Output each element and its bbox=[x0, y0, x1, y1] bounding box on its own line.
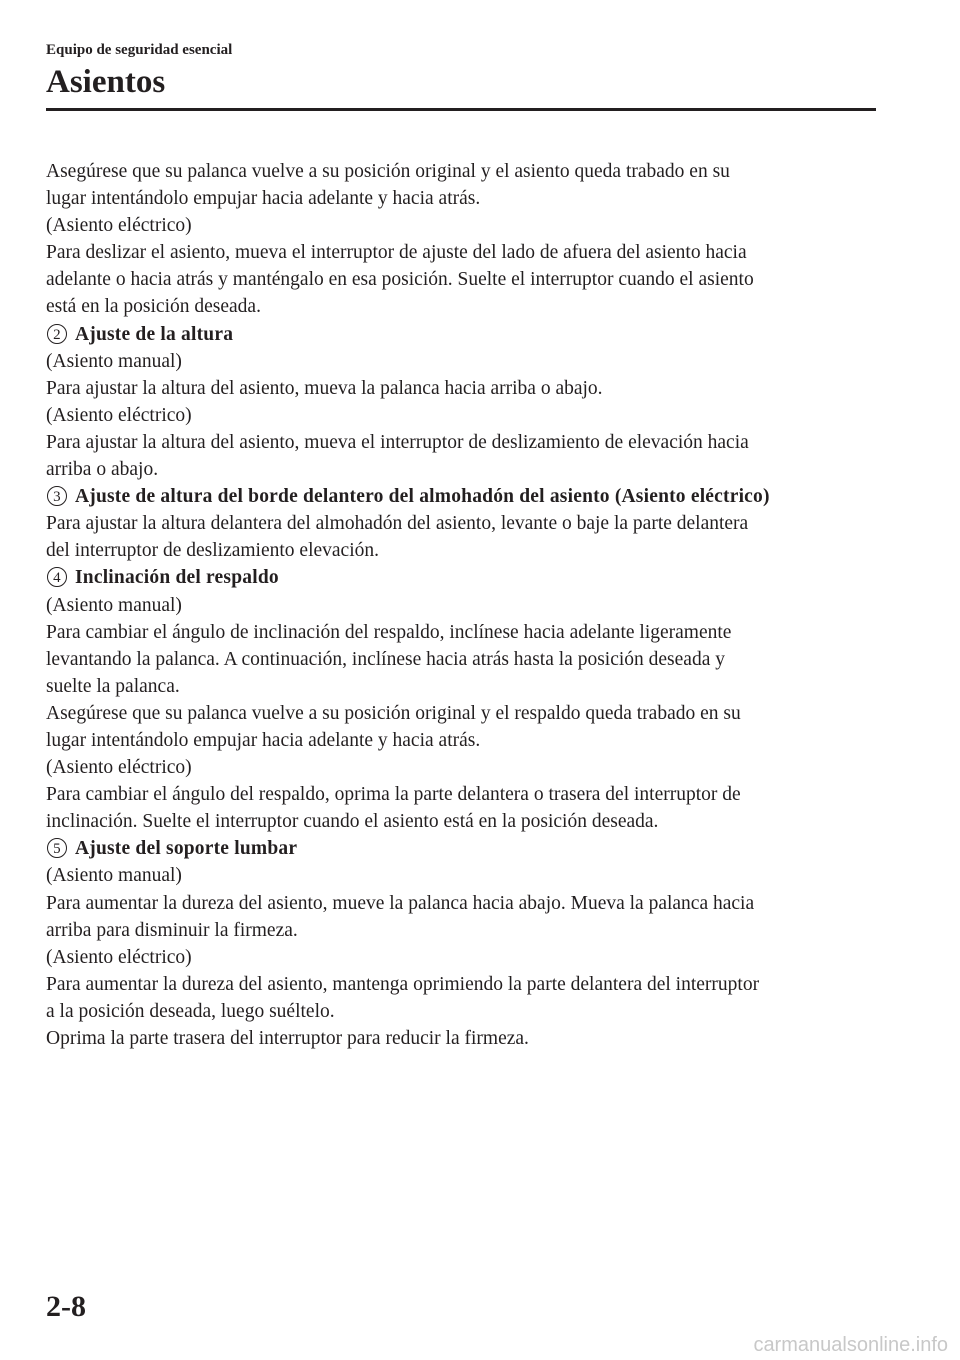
page-header bbox=[46, 40, 876, 102]
intro-block bbox=[46, 158, 876, 321]
heading-text: Ajuste del soporte lumbar bbox=[75, 838, 298, 860]
section-recline bbox=[46, 564, 876, 835]
section-heading bbox=[46, 564, 876, 591]
text-line: (Asiento eléctrico) bbox=[46, 757, 192, 779]
text-line: a la posición deseada, luego suéltelo. bbox=[46, 1000, 335, 1022]
circled-number-icon: 2 bbox=[47, 324, 67, 344]
text-line: (Asiento manual) bbox=[46, 594, 182, 616]
circled-number-icon: 3 bbox=[47, 486, 67, 506]
text-line: inclinación. Suelte el interruptor cuando el asiento está en la posición deseada. bbox=[46, 811, 659, 833]
text-line: (Asiento eléctrico) bbox=[46, 404, 192, 426]
text-line: Para cambiar el ángulo del respaldo, oprima la parte delantera o trasera del interruptor de bbox=[46, 784, 741, 806]
text-line: Para deslizar el asiento, mueva el interruptor de ajuste del lado de afuera del asiento hacia bbox=[46, 242, 747, 264]
section-cushion-height bbox=[46, 483, 876, 564]
section-heading bbox=[46, 483, 876, 510]
text-line: lugar intentándolo empujar hacia adelante y hacia atrás. bbox=[46, 729, 481, 751]
heading-text: Ajuste de altura del borde delantero del almohadón del asiento (Asiento eléctrico) bbox=[75, 486, 770, 508]
heading-text: Ajuste de la altura bbox=[75, 323, 234, 345]
text-line: Para aumentar la dureza del asiento, mantenga oprimiendo la parte delantera del interruptor bbox=[46, 973, 760, 995]
text-line: lugar intentándolo empujar hacia adelante y hacia atrás. bbox=[46, 188, 481, 210]
body-content bbox=[46, 158, 876, 1052]
text-line: Asegúrese que su palanca vuelve a su posición original y el respaldo queda trabado en su bbox=[46, 702, 741, 724]
text-line: suelte la palanca. bbox=[46, 675, 180, 697]
circled-number-icon: 5 bbox=[47, 838, 67, 858]
text-line: Para ajustar la altura del asiento, mueva la palanca hacia arriba o abajo. bbox=[46, 377, 603, 399]
section-lumbar bbox=[46, 835, 876, 1052]
text-line: levantando la palanca. A continuación, inclínese hacia atrás hasta la posición deseada y bbox=[46, 648, 725, 670]
section-height bbox=[46, 321, 876, 484]
text-line: Para aumentar la dureza del asiento, mueve la palanca hacia abajo. Mueva la palanca hacia bbox=[46, 892, 755, 914]
text-line: (Asiento eléctrico) bbox=[46, 946, 192, 968]
heading-text: Inclinación del respaldo bbox=[75, 567, 279, 589]
header-rule bbox=[46, 108, 876, 111]
text-line: está en la posición deseada. bbox=[46, 296, 261, 318]
text-line: (Asiento eléctrico) bbox=[46, 215, 192, 237]
watermark: carmanualsonline.info bbox=[753, 1334, 948, 1356]
page-number: 2-8 bbox=[46, 1290, 86, 1323]
text-line: (Asiento manual) bbox=[46, 865, 182, 887]
section-heading bbox=[46, 321, 876, 348]
text-line: adelante o hacia atrás y manténgalo en esa posición. Suelte el interruptor cuando el asiento bbox=[46, 269, 754, 291]
text-line: Para cambiar el ángulo de inclinación del respaldo, inclínese hacia adelante ligeramente bbox=[46, 621, 732, 643]
text-line: arriba o abajo. bbox=[46, 459, 159, 481]
section-heading bbox=[46, 835, 876, 862]
page-title: Asientos bbox=[46, 64, 166, 100]
section-label: Equipo de seguridad esencial bbox=[46, 42, 233, 58]
text-line: (Asiento manual) bbox=[46, 350, 182, 372]
text-line: del interruptor de deslizamiento elevación. bbox=[46, 540, 379, 562]
text-line: arriba para disminuir la firmeza. bbox=[46, 919, 298, 941]
text-line: Para ajustar la altura del asiento, mueva el interruptor de deslizamiento de elevación hacia bbox=[46, 431, 749, 453]
text-line: Para ajustar la altura delantera del almohadón del asiento, levante o baje la parte delantera bbox=[46, 513, 749, 535]
text-line: Oprima la parte trasera del interruptor para reducir la firmeza. bbox=[46, 1028, 529, 1049]
text-line: Asegúrese que su palanca vuelve a su posición original y el asiento queda trabado en su bbox=[46, 161, 730, 182]
circled-number-icon: 4 bbox=[47, 567, 67, 587]
